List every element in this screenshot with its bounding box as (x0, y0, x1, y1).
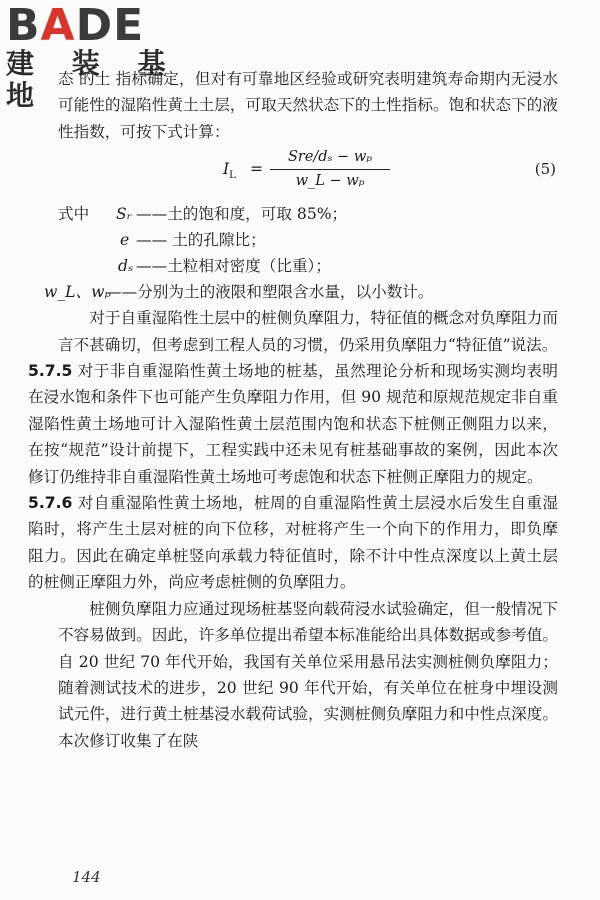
logo-a-letter: A (40, 0, 76, 51)
variable-definitions (44, 201, 558, 305)
definition-text: —— 土的孔隙比； (136, 231, 266, 250)
definition-text: ——土粒相对密度（比重）； (136, 257, 331, 276)
formula-equals: = (250, 160, 264, 179)
definition-symbol: e (120, 231, 130, 250)
section-5-7-6 (28, 490, 558, 596)
intro-paragraph: 态 的土 指标确定，但对有可靠地区经验或研究表明建筑寿命期内无浸水可能性的湿陷性黄土土层，可取天然状态下的土性指标。饱和状态下的液性指数，可按下式计算： (58, 70, 558, 141)
site-logo (6, 0, 181, 112)
definition-row (58, 227, 558, 253)
section-text: 对于非自重湿陷性黄土场地的桩基，虽然理论分析和现场实测均表明在浸水饱和条件下也可能产生负摩阻力作用，但 90 规范和原规范规定非自重湿陷性黄土场地可计入湿陷性黄土层范围内饱和状态下桩侧正侧阻力以来，在按“规范”设计前提下，工程实践中还未见有桩基础事故的案例，因此本次修订仍维持非自重湿陷性黄土场地可考虑饱和状态下桩侧正摩阻力的规定。 (28, 362, 558, 486)
definition-text: ——分别为土的液限和塑限含水量，以小数计。 (106, 283, 434, 302)
formula-lhs: $I_L$ (223, 160, 236, 182)
formula-fraction (270, 147, 390, 192)
definition-symbol: dₛ (118, 257, 134, 276)
formula-numerator: Srе/dₛ − wₚ (270, 147, 390, 170)
definition-row (44, 279, 558, 305)
liquidity-index-formula (58, 147, 558, 199)
logo-brand: BADE (6, 0, 145, 51)
formula-number: (5) (534, 160, 556, 179)
definitions-label: 式中 (58, 205, 90, 224)
definition-row (58, 253, 558, 279)
formula-denominator: w_L − wₚ (295, 173, 365, 190)
section-5-7-5 (28, 358, 558, 490)
paragraph-test-methods: 桩侧负摩阻力应通过现场桩基竖向载荷浸水试验确定，但一般情况下不容易做到。因此，许多单位提出希望本标准能给出具体数据或参考值。自 20 世纪 70 年代开始，我国有关单位采用悬吊法实测桩侧负摩阻力；随着测试技术的进步，20 世纪 90 年代开始，有关单位在桩身中埋设测试元件，进行黄土桩基浸水载荷试验，实测桩侧负摩阻力和中性点深度。本次修订收集了在陕 (58, 599, 558, 750)
definition-symbol: w_L、wₚ (44, 283, 111, 302)
definition-symbol: Sᵣ (116, 205, 133, 224)
page-number: 144 (72, 868, 101, 886)
paragraph-negative-friction: 对于自重湿陷性土层中的桩侧负摩阻力，特征值的概念对负摩阻力而言不甚确切，但考虑到工程人员的习惯，仍采用负摩阻力“特征值”说法。 (58, 309, 558, 354)
section-text: 对自重湿陷性黄土场地，桩周的自重湿陷性黄土层浸水后发生自重湿陷时，将产生土层对桩的向下位移，对桩将产生一个向下的作用力，即负摩阻力。因此在确定单桩竖向承载力特征值时，除不计中性点深度以上黄土层的桩侧正摩阻力外，尚应考虑桩侧的负摩阻力。 (28, 494, 558, 592)
logo-subtitle: 建 装 基 地 (6, 47, 180, 112)
section-number: 5.7.5 (28, 362, 73, 381)
definition-text: ——土的饱和度，可取 85%； (136, 205, 348, 224)
definition-row (58, 201, 558, 227)
section-number: 5.7.6 (28, 494, 73, 513)
